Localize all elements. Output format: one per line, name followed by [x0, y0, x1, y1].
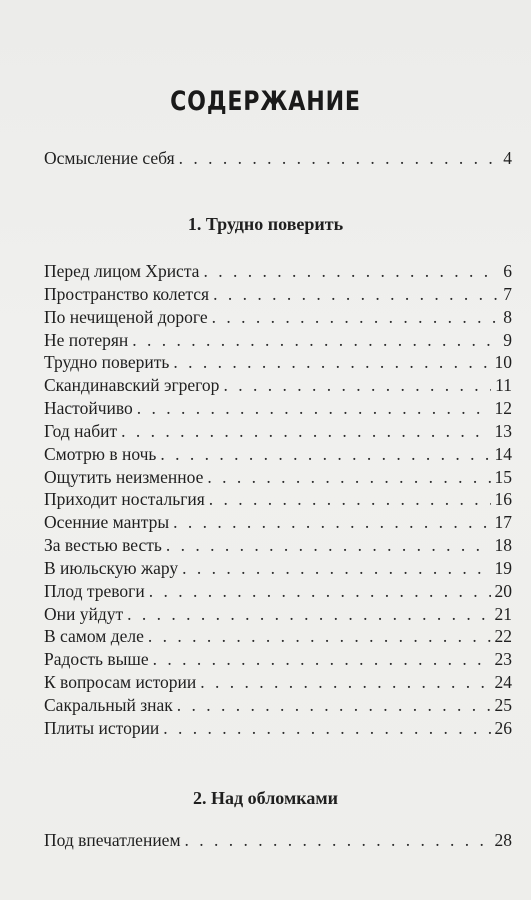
toc-entry: [44, 533, 512, 557]
toc-entry: [44, 305, 512, 329]
toc-entry-title: Плод тревоги: [44, 581, 145, 601]
toc-leader-dots: [127, 602, 490, 626]
toc-entry-page: 14: [494, 444, 512, 464]
toc-entry-title: За вестью весть: [44, 535, 162, 555]
toc-leader-dots: [163, 716, 490, 740]
section-heading: 1. Трудно поверить: [187, 214, 344, 234]
toc-entry: [44, 350, 512, 374]
toc-entry-title: Осмысление себя: [44, 148, 175, 168]
toc-entry-title: Они уйдут: [44, 604, 124, 624]
toc-entry-title: По нечищеной дороге: [44, 307, 208, 327]
toc-entry: [44, 828, 512, 852]
toc-leader-dots: [149, 579, 491, 603]
toc-entry-page: 21: [494, 604, 512, 624]
toc-entry: [44, 556, 512, 580]
toc-leader-dots: [185, 828, 491, 852]
toc-entry: [44, 465, 512, 489]
toc-entry-title: Радость выше: [44, 649, 149, 669]
toc-entry: [44, 624, 512, 648]
toc-entry-page: 19: [494, 558, 512, 578]
toc-entry: [44, 670, 512, 694]
toc-entry-title: Смотрю в ночь: [44, 444, 157, 464]
toc-leader-dots: [207, 465, 490, 489]
toc-leader-dots: [132, 328, 499, 352]
toc-entry-title: Пространство колется: [44, 284, 210, 304]
toc-entry-page: 6: [503, 261, 512, 281]
toc-entry-title: Скандинавский эгрегор: [44, 375, 220, 395]
toc-entry-page: 9: [503, 330, 512, 350]
toc-entry-page: 10: [494, 352, 512, 372]
toc-leader-dots: [160, 442, 490, 466]
toc-entry-page: 26: [494, 718, 512, 738]
toc-entry-title: Сакральный знак: [44, 695, 173, 715]
toc-entry-page: 23: [494, 649, 512, 669]
toc-entry: [44, 396, 512, 420]
toc-entry-title: В июльскую жару: [44, 558, 179, 578]
toc-entry: [44, 602, 512, 626]
toc-leader-dots: [153, 647, 491, 671]
toc-leader-dots: [212, 305, 500, 329]
toc-entry-page: 18: [494, 535, 512, 555]
toc-entry-page: 11: [495, 375, 512, 395]
toc-leader-dots: [121, 419, 490, 443]
toc-entry-page: 4: [503, 148, 512, 168]
toc-leader-dots: [213, 282, 499, 306]
toc-entry-page: 24: [494, 672, 512, 692]
toc-leader-dots: [203, 259, 499, 283]
toc-entry: [44, 442, 512, 466]
toc-entry-title: Перед лицом Христа: [44, 261, 200, 281]
toc-entry-page: 25: [494, 695, 512, 715]
toc-entry-page: 12: [494, 398, 512, 418]
toc-entry: [44, 716, 512, 740]
toc-leader-dots: [177, 693, 491, 717]
page-title: СОДЕРЖАНИЕ: [170, 86, 361, 117]
toc-entry-title: Год набит: [44, 421, 118, 441]
toc-entry-title: Плиты истории: [44, 718, 160, 738]
toc-entry-title: Под впечатлением: [44, 830, 181, 850]
toc-entry: [44, 579, 512, 603]
toc-entry-title: Не потерян: [44, 330, 129, 350]
toc-entry-page: 8: [503, 307, 512, 327]
toc-entry: [44, 487, 512, 511]
toc-entry: [44, 259, 512, 283]
toc-entry: [44, 328, 512, 352]
toc-entry-page: 7: [503, 284, 512, 304]
toc-leader-dots: [209, 487, 491, 511]
toc-leader-dots: [179, 146, 500, 170]
toc-entry-page: 28: [494, 830, 512, 850]
toc-entry-page: 17: [494, 512, 512, 532]
toc-entry: [44, 373, 512, 397]
toc-entry-title: Осенние мантры: [44, 512, 170, 532]
toc-entry-title: Настойчиво: [44, 398, 133, 418]
toc-leader-dots: [137, 396, 491, 420]
toc-entry: [44, 419, 512, 443]
toc-entry-title: Ощутить неизменное: [44, 467, 204, 487]
toc-entry-title: К вопросам истории: [44, 672, 197, 692]
toc-leader-dots: [182, 556, 490, 580]
toc-entry-title: В самом деле: [44, 626, 144, 646]
toc-entry-page: 13: [494, 421, 512, 441]
toc-entry: [44, 146, 512, 170]
toc-entry-page: 16: [494, 489, 512, 509]
toc-entry: [44, 282, 512, 306]
toc-leader-dots: [200, 670, 490, 694]
toc-entry-page: 15: [494, 467, 512, 487]
toc-entry-page: 22: [494, 626, 512, 646]
section-heading: 2. Над обломками: [193, 788, 338, 808]
toc-entry: [44, 510, 512, 534]
toc-entry-page: 20: [494, 581, 512, 601]
toc-leader-dots: [173, 510, 490, 534]
toc-leader-dots: [223, 373, 491, 397]
toc-entry-title: Приходит ностальгия: [44, 489, 205, 509]
toc-leader-dots: [148, 624, 491, 648]
toc-leader-dots: [166, 533, 491, 557]
toc-entry: [44, 693, 512, 717]
toc-entry: [44, 647, 512, 671]
toc-leader-dots: [173, 350, 490, 374]
toc-entry-title: Трудно поверить: [44, 352, 170, 372]
